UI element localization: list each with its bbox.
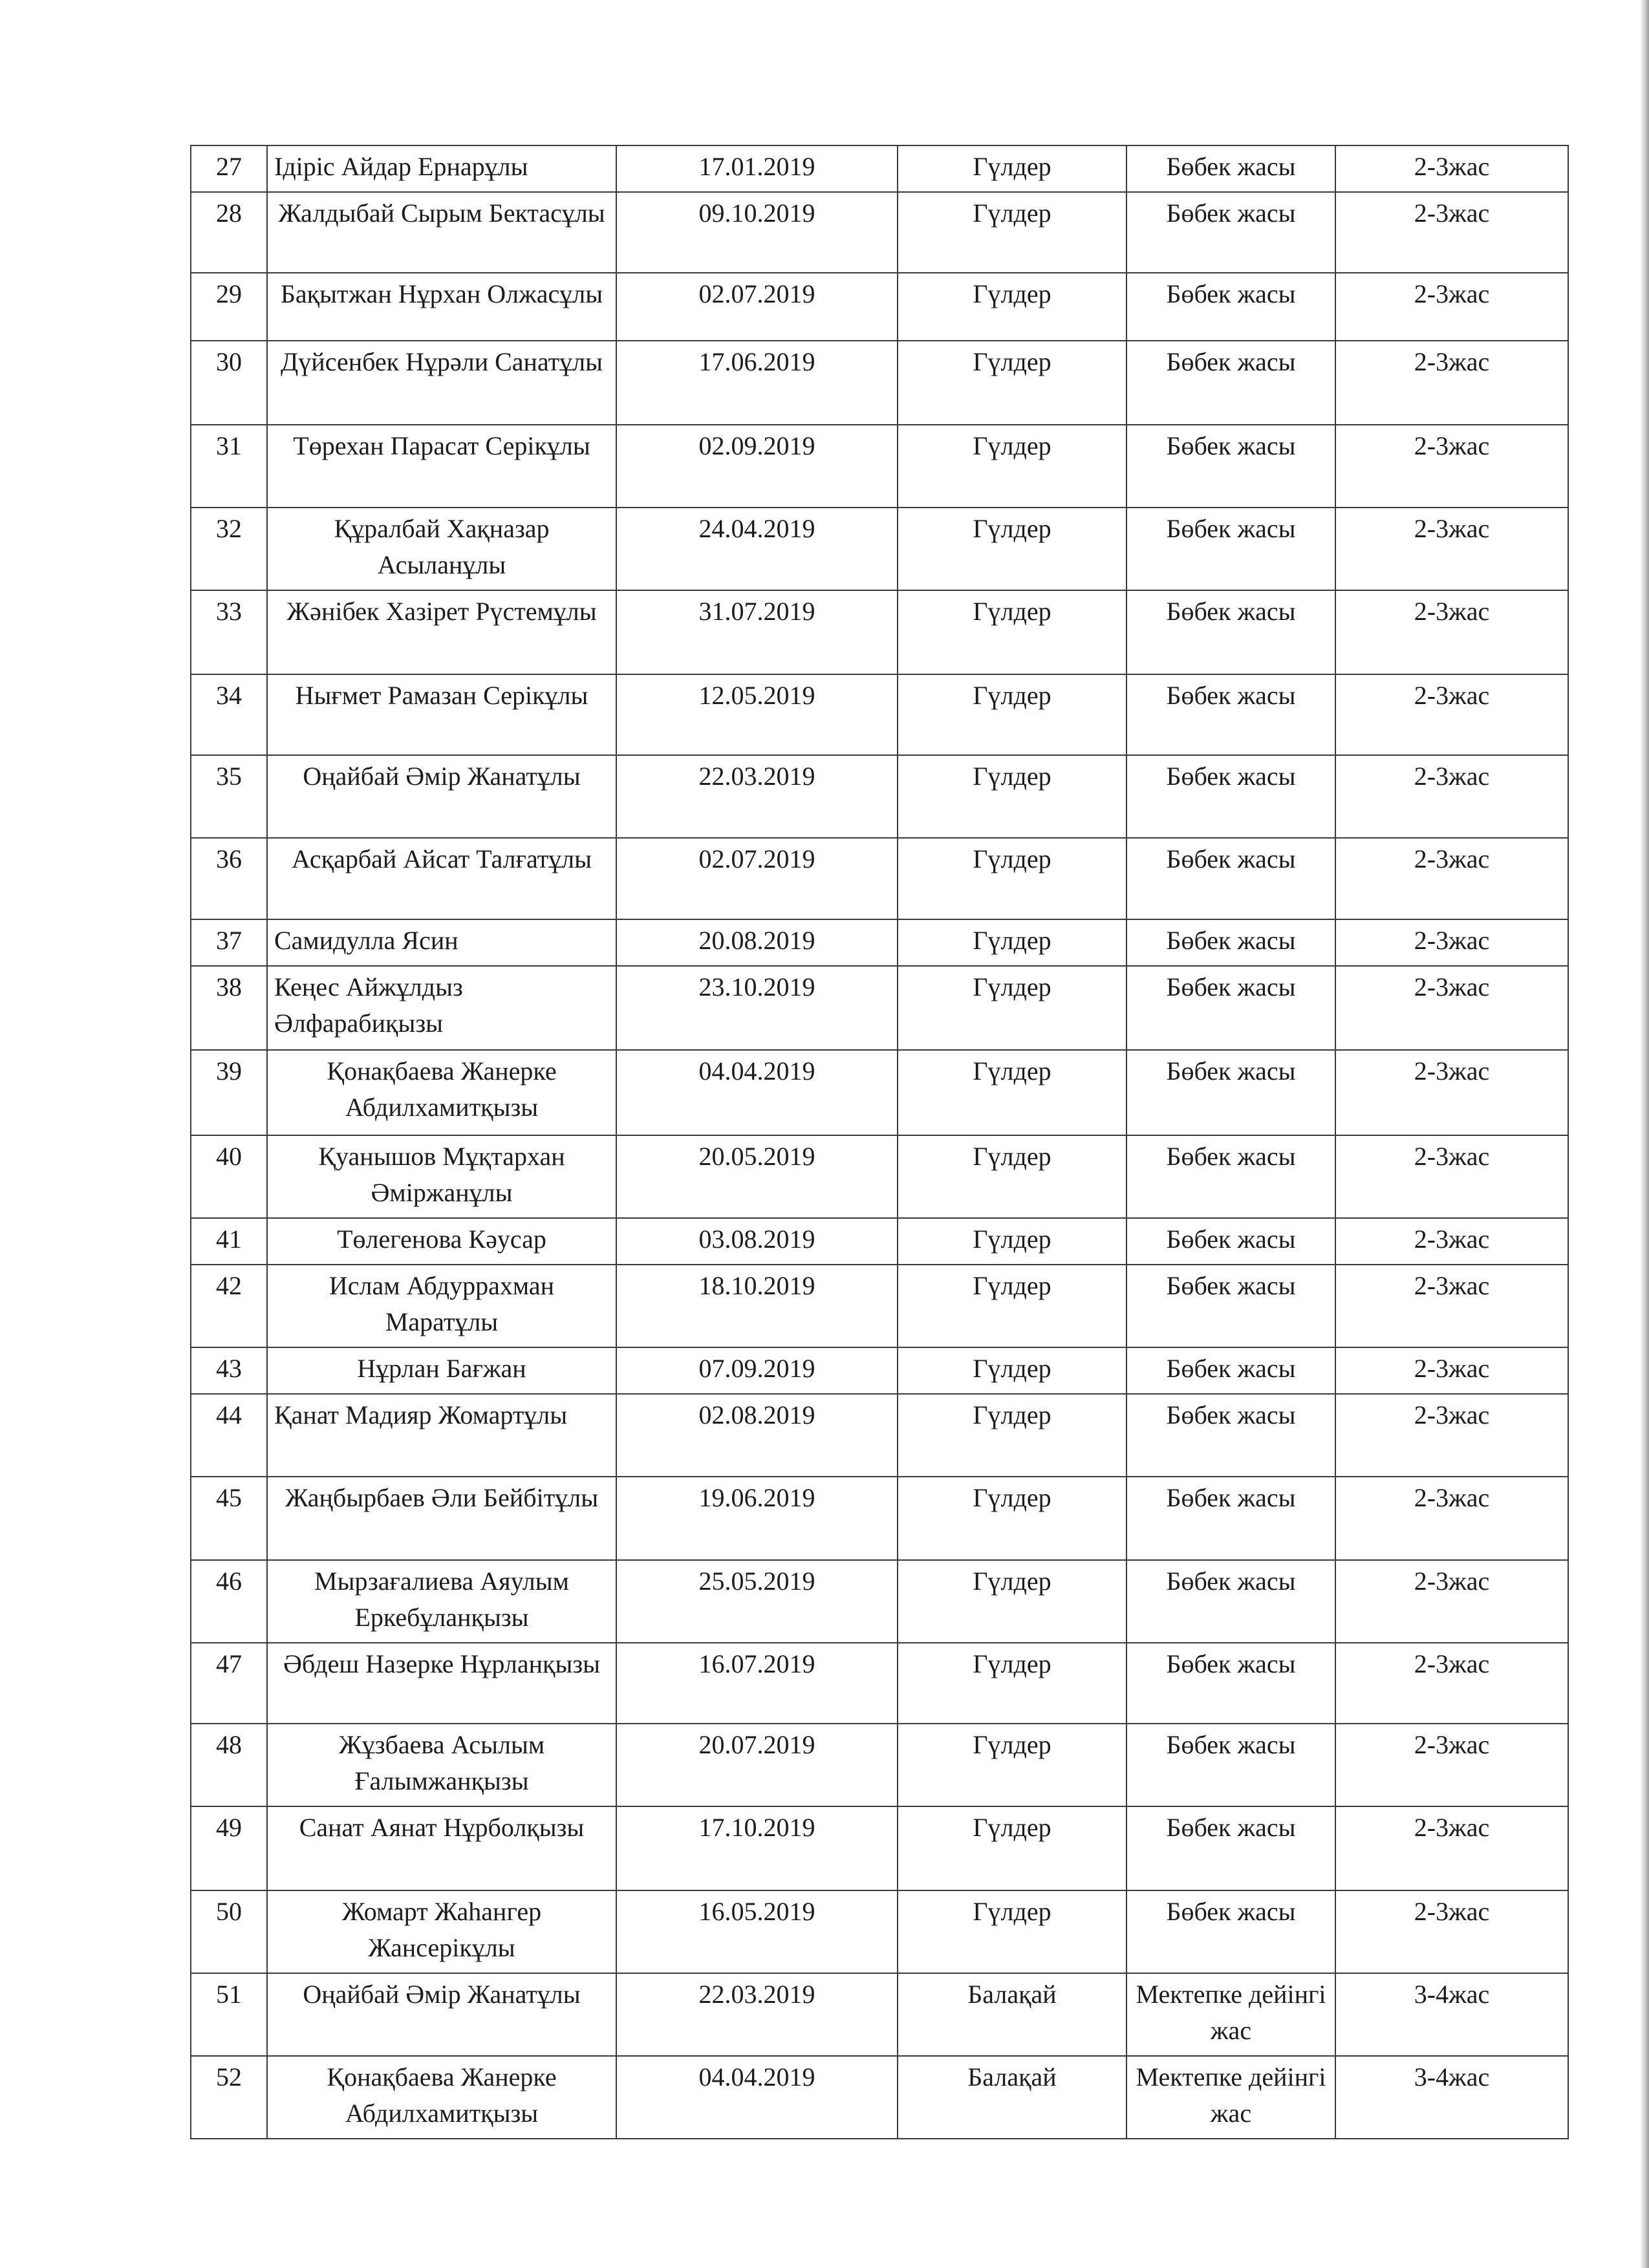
child-name: Төрехан Парасат Серікұлы [267,425,616,508]
group-name: Гүлдер [898,1477,1126,1560]
row-number: 38 [191,966,267,1050]
child-name: Қуанышов Мұқтархан Әміржанұлы [267,1135,616,1218]
table-row [191,1890,1568,1973]
child-name: Әбдеш Назерке Нұрланқызы [267,1643,616,1724]
row-number: 36 [191,838,267,919]
row-number: 30 [191,341,267,425]
table-row [191,273,1568,341]
row-number: 41 [191,1218,267,1265]
group-name: Гүлдер [898,273,1126,341]
group-name: Гүлдер [898,590,1126,674]
row-number: 52 [191,2056,267,2139]
row-number: 32 [191,508,267,590]
child-name: Нұрлан Бағжан [267,1347,616,1394]
table-row [191,590,1568,674]
group-name: Гүлдер [898,919,1126,966]
table-row [191,341,1568,425]
row-number: 45 [191,1477,267,1560]
birth-date: 16.05.2019 [616,1890,898,1973]
child-name: Кеңес Айжұлдыз Әлфарабиқызы [267,966,616,1050]
birth-date: 02.07.2019 [616,838,898,919]
age-category: Бөбек жасы [1126,145,1335,192]
child-name: Дүйсенбек Нұрәли Санатұлы [267,341,616,425]
birth-date: 09.10.2019 [616,192,898,273]
child-name: Жаңбырбаев Әли Бейбітұлы [267,1477,616,1560]
birth-date: 23.10.2019 [616,966,898,1050]
row-number: 29 [191,273,267,341]
row-number: 49 [191,1806,267,1890]
birth-date: 20.05.2019 [616,1135,898,1218]
age-category: Бөбек жасы [1126,1560,1335,1643]
row-number: 42 [191,1265,267,1347]
table-row [191,674,1568,755]
row-number: 27 [191,145,267,192]
age-category: Бөбек жасы [1126,1806,1335,1890]
age-range: 2-3жас [1335,425,1568,508]
group-name: Гүлдер [898,674,1126,755]
age-range: 2-3жас [1335,273,1568,341]
table-row [191,1218,1568,1265]
child-name: Жалдыбай Сырым Бектасұлы [267,192,616,273]
row-number: 46 [191,1560,267,1643]
row-number: 31 [191,425,267,508]
group-name: Гүлдер [898,1560,1126,1643]
group-name: Гүлдер [898,1218,1126,1265]
age-range: 2-3жас [1335,838,1568,919]
age-category: Бөбек жасы [1126,919,1335,966]
age-range: 2-3жас [1335,1347,1568,1394]
row-number: 47 [191,1643,267,1724]
table-row [191,755,1568,838]
age-category: Бөбек жасы [1126,1643,1335,1724]
age-range: 3-4жас [1335,1973,1568,2056]
age-range: 2-3жас [1335,755,1568,838]
group-name: Гүлдер [898,755,1126,838]
age-category: Бөбек жасы [1126,755,1335,838]
table-row [191,966,1568,1050]
birth-date: 04.04.2019 [616,2056,898,2139]
table-row [191,508,1568,590]
age-category: Бөбек жасы [1126,341,1335,425]
child-name: Жұзбаева Асылым Ғалымжанқызы [267,1724,616,1806]
age-range: 2-3жас [1335,1806,1568,1890]
child-name: Мырзағалиева Аяулым Еркебұланқызы [267,1560,616,1643]
age-category: Бөбек жасы [1126,1394,1335,1477]
table-row [191,2056,1568,2139]
birth-date: 22.03.2019 [616,1973,898,2056]
row-number: 39 [191,1050,267,1135]
row-number: 43 [191,1347,267,1394]
table-row [191,425,1568,508]
age-range: 2-3жас [1335,1050,1568,1135]
age-category: Бөбек жасы [1126,1265,1335,1347]
child-name: Төлегенова Кәусар [267,1218,616,1265]
group-name: Гүлдер [898,145,1126,192]
birth-date: 07.09.2019 [616,1347,898,1394]
age-range: 2-3жас [1335,1890,1568,1973]
group-name: Гүлдер [898,966,1126,1050]
age-range: 2-3жас [1335,590,1568,674]
age-range: 2-3жас [1335,341,1568,425]
age-range: 2-3жас [1335,674,1568,755]
group-name: Гүлдер [898,1347,1126,1394]
birth-date: 03.08.2019 [616,1218,898,1265]
age-category: Бөбек жасы [1126,1724,1335,1806]
row-number: 50 [191,1890,267,1973]
birth-date: 31.07.2019 [616,590,898,674]
table-body [191,145,1568,2139]
birth-date: 12.05.2019 [616,674,898,755]
birth-date: 02.09.2019 [616,425,898,508]
child-name: Қонақбаева Жанерке Абдилхамитқызы [267,1050,616,1135]
child-name: Бақытжан Нұрхан Олжасұлы [267,273,616,341]
age-category: Бөбек жасы [1126,1477,1335,1560]
age-range: 2-3жас [1335,145,1568,192]
table-row [191,1135,1568,1218]
age-range: 2-3жас [1335,1135,1568,1218]
age-category: Бөбек жасы [1126,1890,1335,1973]
child-name: Ідіріс Айдар Ернарұлы [267,145,616,192]
age-category: Бөбек жасы [1126,508,1335,590]
age-range: 2-3жас [1335,1265,1568,1347]
age-category: Бөбек жасы [1126,192,1335,273]
child-name: Санат Аянат Нұрболқызы [267,1806,616,1890]
row-number: 48 [191,1724,267,1806]
group-name: Гүлдер [898,341,1126,425]
scan-edge-shadow [1640,0,1649,2268]
child-name: Жәнібек Хазірет Рүстемұлы [267,590,616,674]
table-row [191,1806,1568,1890]
child-name: Асқарбай Айсат Талғатұлы [267,838,616,919]
group-name: Гүлдер [898,1265,1126,1347]
row-number: 37 [191,919,267,966]
group-name: Гүлдер [898,1724,1126,1806]
birth-date: 02.07.2019 [616,273,898,341]
table-row [191,1265,1568,1347]
row-number: 35 [191,755,267,838]
birth-date: 19.06.2019 [616,1477,898,1560]
group-name: Гүлдер [898,1050,1126,1135]
age-range: 2-3жас [1335,1724,1568,1806]
child-name: Ислам Абдуррахман Маратұлы [267,1265,616,1347]
row-number: 28 [191,192,267,273]
table-row [191,1973,1568,2056]
row-number: 44 [191,1394,267,1477]
table-row [191,192,1568,273]
table-row [191,919,1568,966]
birth-date: 16.07.2019 [616,1643,898,1724]
age-range: 2-3жас [1335,1477,1568,1560]
child-name: Самидулла Ясин [267,919,616,966]
birth-date: 17.10.2019 [616,1806,898,1890]
group-name: Балақай [898,1973,1126,2056]
birth-date: 20.07.2019 [616,1724,898,1806]
age-range: 2-3жас [1335,1218,1568,1265]
birth-date: 20.08.2019 [616,919,898,966]
row-number: 34 [191,674,267,755]
age-category: Бөбек жасы [1126,1050,1335,1135]
birth-date: 22.03.2019 [616,755,898,838]
age-range: 2-3жас [1335,1394,1568,1477]
table-row [191,1477,1568,1560]
age-range: 2-3жас [1335,966,1568,1050]
age-category: Бөбек жасы [1126,838,1335,919]
child-name: Қанат Мадияр Жомартұлы [267,1394,616,1477]
age-category: Мектепке дейінгі жас [1126,2056,1335,2139]
row-number: 33 [191,590,267,674]
child-name: Жомарт Жаһангер Жансерікұлы [267,1890,616,1973]
age-category: Бөбек жасы [1126,273,1335,341]
age-category: Бөбек жасы [1126,590,1335,674]
table-row [191,1724,1568,1806]
group-name: Гүлдер [898,1890,1126,1973]
child-name: Оңайбай Әмір Жанатұлы [267,755,616,838]
birth-date: 24.04.2019 [616,508,898,590]
table-row [191,838,1568,919]
age-category: Бөбек жасы [1126,674,1335,755]
age-range: 2-3жас [1335,508,1568,590]
table-row [191,1560,1568,1643]
birth-date: 18.10.2019 [616,1265,898,1347]
group-name: Гүлдер [898,425,1126,508]
group-name: Гүлдер [898,838,1126,919]
table-row [191,145,1568,192]
age-range: 2-3жас [1335,192,1568,273]
table-row [191,1643,1568,1724]
birth-date: 25.05.2019 [616,1560,898,1643]
child-name: Қонақбаева Жанерке Абдилхамитқызы [267,2056,616,2139]
child-name: Оңайбай Әмір Жанатұлы [267,1973,616,2056]
child-name: Құралбай Хақназар Асыланұлы [267,508,616,590]
children-list-table [190,145,1569,2139]
age-category: Мектепке дейінгі жас [1126,1973,1335,2056]
group-name: Гүлдер [898,192,1126,273]
birth-date: 17.01.2019 [616,145,898,192]
age-range: 2-3жас [1335,919,1568,966]
group-name: Гүлдер [898,1643,1126,1724]
group-name: Гүлдер [898,1394,1126,1477]
birth-date: 17.06.2019 [616,341,898,425]
age-category: Бөбек жасы [1126,425,1335,508]
table-row [191,1050,1568,1135]
table-row [191,1347,1568,1394]
birth-date: 04.04.2019 [616,1050,898,1135]
age-range: 2-3жас [1335,1560,1568,1643]
child-name: Нығмет Рамазан Серікұлы [267,674,616,755]
group-name: Гүлдер [898,1806,1126,1890]
age-category: Бөбек жасы [1126,1135,1335,1218]
row-number: 40 [191,1135,267,1218]
birth-date: 02.08.2019 [616,1394,898,1477]
row-number: 51 [191,1973,267,2056]
group-name: Гүлдер [898,1135,1126,1218]
group-name: Балақай [898,2056,1126,2139]
age-category: Бөбек жасы [1126,1218,1335,1265]
age-category: Бөбек жасы [1126,966,1335,1050]
age-range: 2-3жас [1335,1643,1568,1724]
age-category: Бөбек жасы [1126,1347,1335,1394]
age-range: 3-4жас [1335,2056,1568,2139]
table-row [191,1394,1568,1477]
group-name: Гүлдер [898,508,1126,590]
